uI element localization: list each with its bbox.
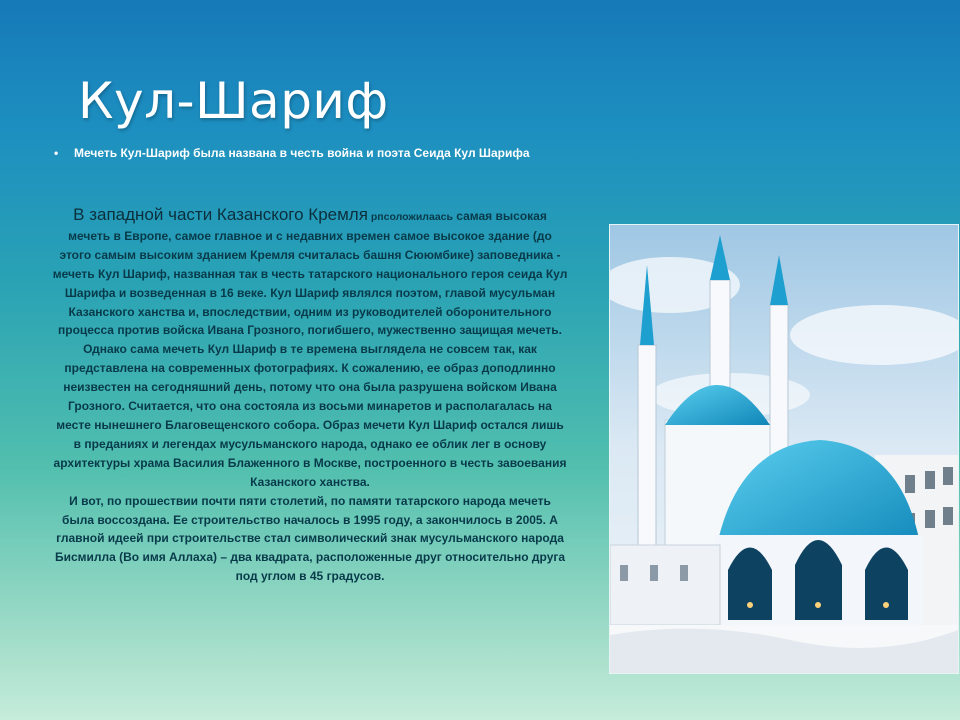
bullet-item	[54, 146, 530, 160]
body-paragraph-1	[52, 206, 568, 492]
bullet-text: Мечеть Кул-Шариф была названа в честь война и поэта Сеида Кул Шарифа	[74, 146, 530, 160]
mosque-illustration-icon	[610, 225, 958, 673]
body-paragraph-1-text: самая высокая мечеть в Европе, самое главное и с недавних времен самое высокое здание (до этого самым высоким зданием Кремля считалась башня Сююмбике) заповедника - мечеть Кул Шариф, названная так в честь татарского национального героя сеида Кул Шарифа и возведенная в 16 веке. Кул Шариф являлся поэтом, главой мусульман Казанского ханства и, впоследствии, одним из руководителей оборонительного процесса против войска Ивана Грозного, погибшего, мужественно защищая мечеть. Однако сама мечеть Кул Шариф в те времена выглядела не совсем так, как представлена на современных фотографиях. К сожалению, ее образ доподлинно неизвестен на сегодняшний день, потому что она была разрушена войском Ивана Грозного. Считается, что она состояла из восьми минаретов и располагалась на месте нынешнего Благовещенского собора. Образ мечети Кул Шариф остался лишь в преданиях и легендах мусульманского народа, однако ее облик лег в основу архитектуры храма Василия Блаженного в Москве, построенного в честь завоевания Казанского ханства.	[52, 209, 568, 489]
bullet-dot-icon: •	[54, 146, 59, 160]
body-lead-tail: рпсоложилаась	[367, 211, 453, 223]
slide-title: Кул-Шариф	[78, 72, 389, 130]
body-lead: В западной части Казанского Кремля	[73, 205, 368, 224]
body-text	[52, 206, 568, 586]
body-paragraph-2: И вот, по прошествии почти пяти столетий, по памяти татарского народа мечеть была воссоздана. Ее строительство началось в 1995 году, а закончилось в 2005. А главной идеей при строительстве стал символический знак мусульманского народа Бисмилла (Во имя Аллаха) – два квадрата, расположенные друг относительно друга под углом в 45 градусов.	[54, 493, 566, 584]
mosque-photo	[609, 224, 959, 674]
